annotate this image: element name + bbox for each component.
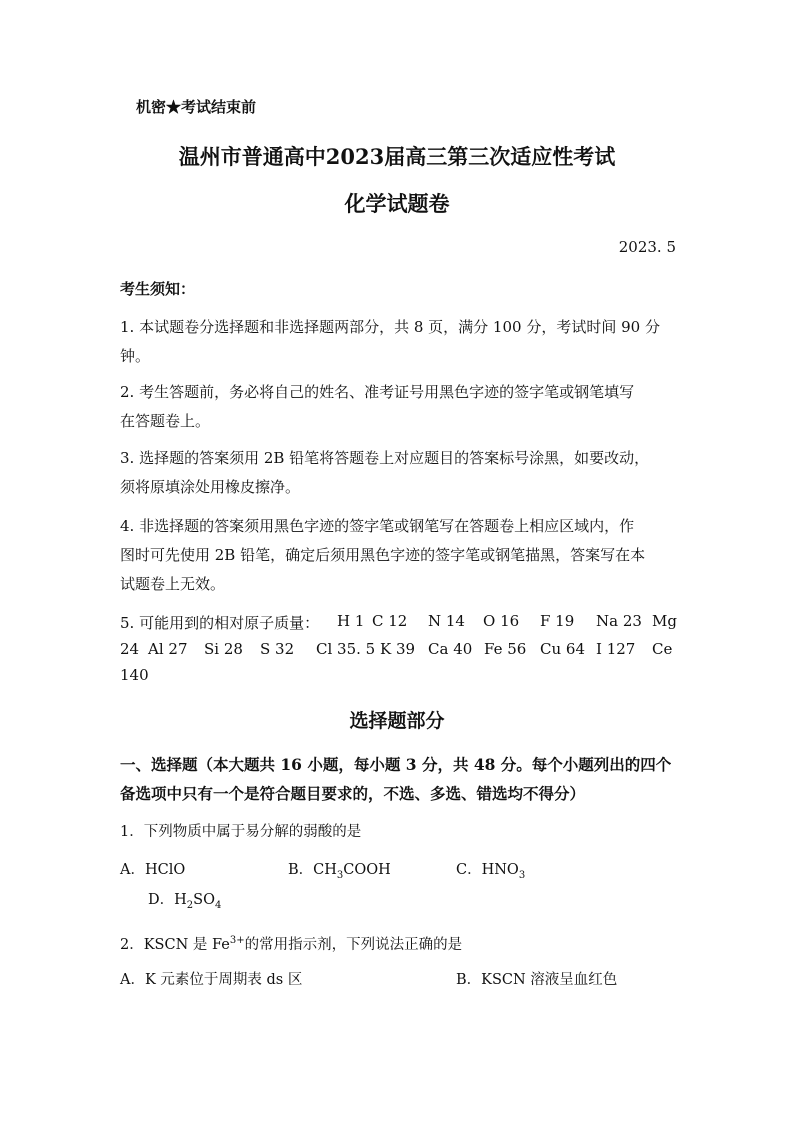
question-1-option-c: C．$HNO_3$ [456, 862, 526, 881]
mass-item: Fe 56 [484, 640, 527, 658]
part-heading [120, 750, 690, 808]
question-1-stem: 1．下列物质中属于易分解的弱酸的是 [120, 824, 362, 840]
mass-item: S 32 [260, 640, 295, 658]
mass-item: Na 23 [596, 612, 642, 630]
mass-item: Cu 64 [540, 640, 585, 658]
mass-item: H 1 [337, 612, 365, 630]
notice-line: 须将原填涂处用橡皮擦净。 [120, 478, 301, 496]
question-2-stem: 2．KSCN 是 $Fe^{3+}$的常用指示剂，下列说法正确的是 [120, 935, 463, 953]
mass-item: Ca 40 [428, 640, 473, 658]
notice-line: 在答题卷上。 [120, 412, 211, 430]
section-title: 选择题部分 [349, 710, 445, 732]
mass-item: 24 [120, 640, 140, 658]
question-2-option-a: A．K 元素位于周期表 ds 区 [120, 972, 303, 988]
mass-item: Al 27 [148, 640, 188, 658]
mass-item: Cl 35. 5 K 39 [316, 640, 416, 658]
notice-line: 3. 选择题的答案须用 2B 铅笔将答题卷上对应题目的答案标号涂黑，如要改动， [120, 449, 650, 467]
mass-item: 140 [120, 666, 149, 684]
mass-intro: 5. 可能用到的相对原子质量： [120, 614, 320, 632]
part-heading-line: 备选项中只有一个是符合题目要求的，不选、多选、错选均不得分） [120, 784, 586, 803]
notice-item-2 [120, 378, 680, 436]
notice-heading: 考生须知： [120, 280, 196, 298]
notice-line: 1. 本试题卷分选择题和非选择题两部分，共 8 页，满分 100 分，考试时间 90 分 [120, 318, 660, 336]
notice-line: 试题卷上无效。 [120, 575, 226, 593]
mass-item: C 12 [372, 612, 408, 630]
question-2-option-b: B．KSCN 溶液呈血红色 [456, 972, 618, 988]
mass-item: F 19 [540, 612, 575, 630]
mass-item: Si 28 [204, 640, 243, 658]
notice-line: 钟。 [120, 347, 151, 365]
exam-date: 2023. 5 [618, 238, 676, 256]
notice-item-1 [120, 313, 680, 371]
notice-item-4 [120, 512, 680, 599]
question-1-option-b: B．$CH_3COOH$ [288, 862, 391, 881]
notice-line: 图时可先使用 2B 铅笔，确定后须用黑色字迹的签字笔或钢笔描黑，答案写在本 [120, 546, 646, 564]
mass-item: O 16 [483, 612, 520, 630]
part-heading-line: 一、选择题（本大题共 16 小题，每小题 3 分，共 48 分。每个小题列出的四个 [120, 755, 672, 774]
confidential-label: 机密★考试结束前 [136, 98, 257, 116]
notice-line: 4. 非选择题的答案须用黑色字迹的签字笔或钢笔写在答题卷上相应区域内，作 [120, 517, 635, 535]
notice-line: 2. 考生答题前，务必将自己的姓名、准考证号用黑色字迹的签字笔或钢笔填写 [120, 383, 635, 401]
mass-item: Ce [652, 640, 673, 658]
mass-item: N 14 [428, 612, 465, 630]
mass-item: Mg [652, 612, 677, 630]
question-1-option-d: D．$H_2SO_4$ [148, 892, 222, 911]
question-1-option-a: A．HClO [120, 862, 186, 878]
notice-item-3 [120, 444, 680, 502]
exam-subtitle: 化学试题卷 [344, 191, 450, 216]
exam-title: 温州市普通高中2023届高三第三次适应性考试 [178, 144, 616, 169]
mass-item: I 127 [596, 640, 636, 658]
